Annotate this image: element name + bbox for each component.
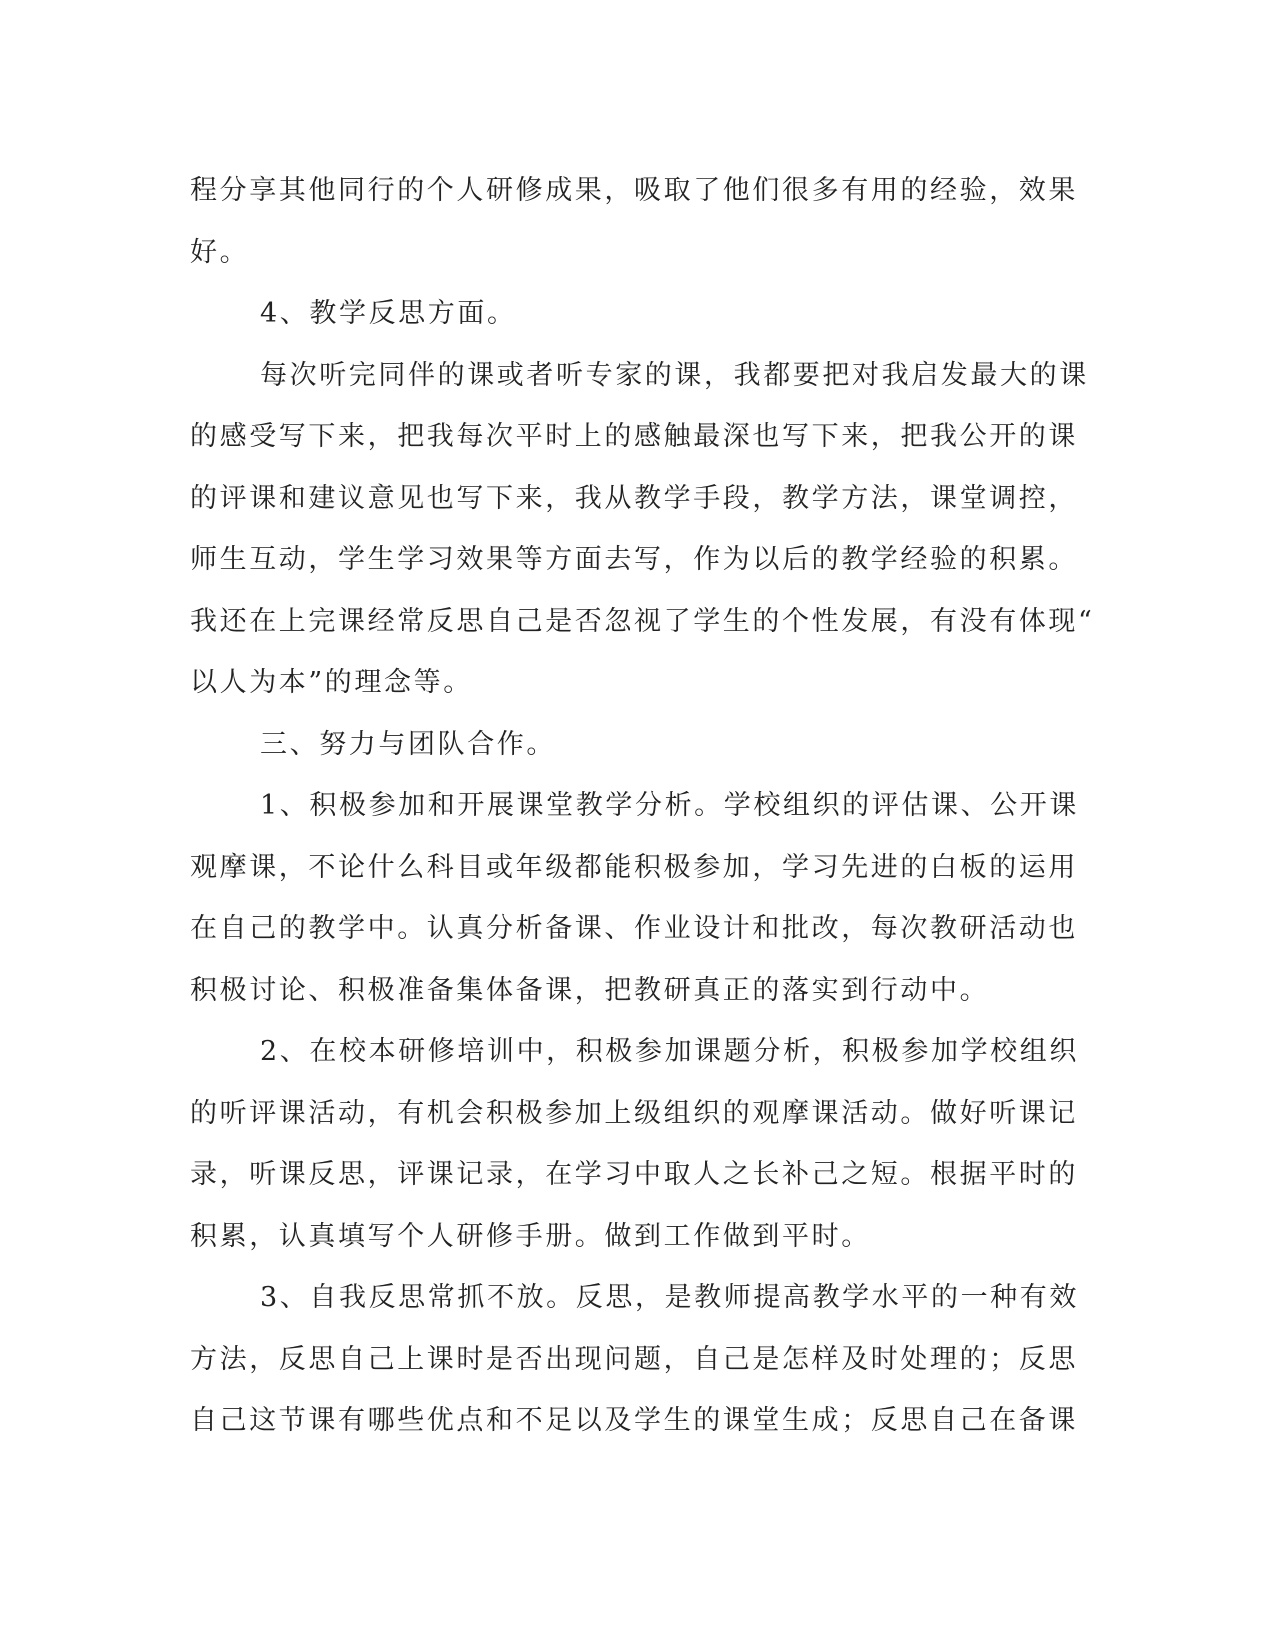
text-line: 观摩课，不论什么科目或年级都能积极参加，学习先进的白板的运用: [190, 851, 1078, 883]
text-line: 积极讨论、积极准备集体备课，把教研真正的落实到行动中。: [190, 974, 990, 1006]
text-line: 程分享其他同行的个人研修成果，吸取了他们很多有用的经验，效果: [190, 175, 1078, 206]
text-line: 自己这节课有哪些优点和不足以及学生的课堂生成；反思自己在备课: [190, 1405, 1078, 1436]
text-line: 的评课和建议意见也写下来，我从教学手段，教学方法，课堂调控，: [190, 482, 1078, 514]
text-line: 录，听课反思，评课记录，在学习中取人之长补己之短。根据平时的: [190, 1159, 1078, 1190]
text-line: 的听评课活动，有机会积极参加上级组织的观摩课活动。做好听课记: [190, 1097, 1078, 1129]
text-line: 的感受写下来，把我每次平时上的感触最深也写下来，把我公开的课: [190, 421, 1078, 452]
text-line: 2、在校本研修培训中，积极参加课题分析，积极参加学校组织: [260, 1036, 1079, 1067]
text-line: 积累，认真填写个人研修手册。做到工作做到平时。: [190, 1220, 871, 1252]
text-line: 方法，反思自己上课时是否出现问题，自己是怎样及时处理的；反思: [190, 1343, 1078, 1375]
section-heading: 4、教学反思方面。: [260, 298, 517, 329]
text-line: 在自己的教学中。认真分析备课、作业设计和批改，每次教研活动也: [190, 913, 1078, 944]
text-line: 3、自我反思常抓不放。反思，是教师提高教学水平的一种有效: [260, 1282, 1079, 1313]
section-heading: 三、努力与团队合作。: [260, 728, 556, 760]
text-line: 师生互动，学生学习效果等方面去写，作为以后的教学经验的积累。: [190, 544, 1078, 575]
text-line: 我还在上完课经常反思自己是否忽视了学生的个性发展，有没有体现“: [190, 605, 1095, 637]
text-line: 好。: [190, 236, 250, 268]
document-body: [190, 160, 1095, 1452]
text-line: 以人为本”的理念等。: [190, 667, 473, 698]
text-line: 每次听完同伴的课或者听专家的课，我都要把对我启发最大的课: [260, 359, 1089, 391]
text-line: 1、积极参加和开展课堂教学分析。学校组织的评估课、公开课: [260, 790, 1079, 821]
